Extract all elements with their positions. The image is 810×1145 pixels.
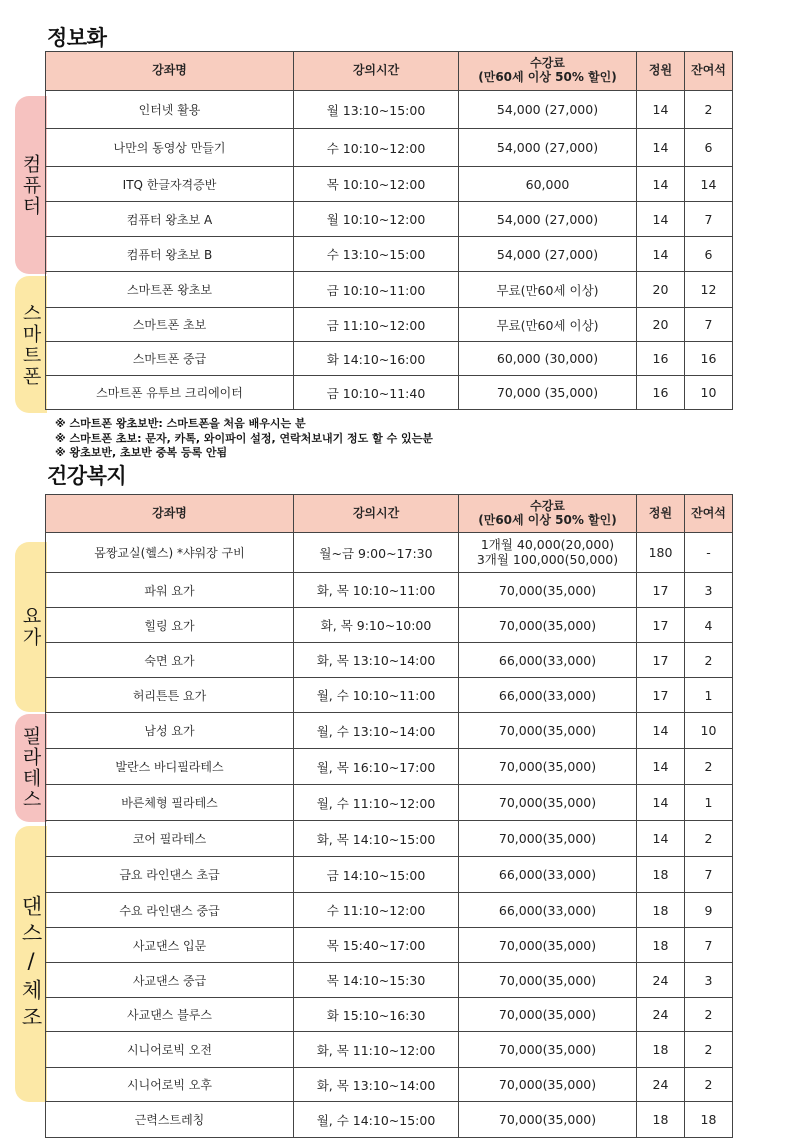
capacity: 14: [637, 785, 685, 821]
table-row: [46, 91, 733, 129]
course-fee: [459, 533, 637, 573]
col-header-fee: [459, 495, 637, 533]
remaining-seats: 10: [685, 376, 733, 410]
table-row: [46, 308, 733, 342]
capacity: 14: [637, 129, 685, 167]
capacity: 180: [637, 533, 685, 573]
lecture-time: 금 10:10~11:40: [294, 376, 459, 410]
course-name: 남성 요가: [46, 713, 294, 749]
lecture-time: 화, 목 13:10~14:00: [294, 643, 459, 678]
table-row: [46, 167, 733, 202]
course-name: 스마트폰 초보: [46, 308, 294, 342]
course-fee: 60,000: [459, 167, 637, 202]
course-name: 몸짱교실(헬스) *샤워장 구비: [46, 533, 294, 573]
table-row: [46, 713, 733, 749]
lecture-time: 월 13:10~15:00: [294, 91, 459, 129]
lecture-time: 월, 수 10:10~11:00: [294, 678, 459, 713]
fee-header-line1: 수강료: [530, 498, 565, 513]
fee-line: 1개월 40,000(20,000): [480, 537, 615, 553]
col-header-seats: 잔여석: [685, 495, 733, 533]
capacity: 14: [637, 167, 685, 202]
remaining-seats: 4: [685, 608, 733, 643]
remaining-seats: 18: [685, 1102, 733, 1138]
lecture-time: 화, 목 9:10~10:00: [294, 608, 459, 643]
capacity: 24: [637, 963, 685, 998]
lecture-time: 수 11:10~12:00: [294, 893, 459, 928]
table-row: [46, 1102, 733, 1138]
course-name: 사교댄스 중급: [46, 963, 294, 998]
course-fee: 70,000(35,000): [459, 928, 637, 963]
section-title-info: 정보화: [47, 26, 107, 50]
course-name: 스마트폰 중급: [46, 342, 294, 376]
course-name: 시니어로빅 오후: [46, 1068, 294, 1102]
course-table-health: [45, 494, 733, 1138]
lecture-time: 월, 수 13:10~14:00: [294, 713, 459, 749]
capacity: 16: [637, 342, 685, 376]
lecture-time: 목 15:40~17:00: [294, 928, 459, 963]
lecture-time: 화 15:10~16:30: [294, 998, 459, 1032]
note-line: ※ 스마트폰 왕초보반: 스마트폰을 처음 배우시는 분: [55, 417, 306, 430]
notes-block: [55, 417, 433, 461]
lecture-time: 목 14:10~15:30: [294, 963, 459, 998]
fee-header-line2: (만60세 이상 50% 할인): [478, 70, 617, 84]
capacity: 18: [637, 1032, 685, 1068]
course-name: 숙면 요가: [46, 643, 294, 678]
course-name: 컴퓨터 왕초보 A: [46, 202, 294, 237]
note-line: ※ 왕초보반, 초보반 중복 등록 안됨: [55, 446, 228, 459]
table-header-row: [46, 52, 733, 91]
group-label: 스마트폰: [19, 302, 42, 387]
table-row: [46, 785, 733, 821]
capacity: 20: [637, 308, 685, 342]
lecture-time: 금 10:10~11:00: [294, 272, 459, 308]
remaining-seats: 3: [685, 573, 733, 608]
capacity: 17: [637, 573, 685, 608]
group-tab-pilates: [15, 714, 47, 822]
course-name: 스마트폰 유투브 크리에이터: [46, 376, 294, 410]
table-row: [46, 202, 733, 237]
course-fee: 54,000 (27,000): [459, 91, 637, 129]
table-row: [46, 1068, 733, 1102]
table-row: [46, 272, 733, 308]
remaining-seats: -: [685, 533, 733, 573]
group-tab-dance: [15, 826, 47, 1102]
capacity: 18: [637, 1102, 685, 1138]
group-tab-smartphone: [15, 276, 47, 413]
course-name: 근력스트레칭: [46, 1102, 294, 1138]
group-label: 댄스/체조: [19, 895, 43, 1033]
capacity: 17: [637, 678, 685, 713]
table-row: [46, 643, 733, 678]
course-name: 금요 라인댄스 초급: [46, 857, 294, 893]
course-fee: 54,000 (27,000): [459, 129, 637, 167]
remaining-seats: 2: [685, 749, 733, 785]
course-fee: 70,000(35,000): [459, 573, 637, 608]
lecture-time: 월, 목 16:10~17:00: [294, 749, 459, 785]
lecture-time: 화, 목 14:10~15:00: [294, 821, 459, 857]
capacity: 18: [637, 893, 685, 928]
course-fee: 66,000(33,000): [459, 857, 637, 893]
lecture-time: 월~금 9:00~17:30: [294, 533, 459, 573]
col-header-time: 강의시간: [294, 495, 459, 533]
col-header-time: 강의시간: [294, 52, 459, 91]
course-fee: 70,000(35,000): [459, 608, 637, 643]
course-name: 컴퓨터 왕초보 B: [46, 237, 294, 272]
remaining-seats: 2: [685, 643, 733, 678]
course-fee: 70,000(35,000): [459, 1068, 637, 1102]
fee-header-line2: (만60세 이상 50% 할인): [478, 512, 617, 527]
capacity: 16: [637, 376, 685, 410]
table-row: [46, 893, 733, 928]
table-row: [46, 1032, 733, 1068]
table-row: [46, 928, 733, 963]
table-row: [46, 998, 733, 1032]
table-row: [46, 678, 733, 713]
lecture-time: 화, 목 10:10~11:00: [294, 573, 459, 608]
course-name: 파워 요가: [46, 573, 294, 608]
course-name: 바른체형 필라테스: [46, 785, 294, 821]
capacity: 24: [637, 998, 685, 1032]
col-header-name: 강좌명: [46, 495, 294, 533]
remaining-seats: 2: [685, 1032, 733, 1068]
capacity: 18: [637, 857, 685, 893]
remaining-seats: 2: [685, 821, 733, 857]
course-name: 스마트폰 왕초보: [46, 272, 294, 308]
table-row: [46, 342, 733, 376]
col-header-capacity: 정원: [637, 495, 685, 533]
course-name: 인터넷 활용: [46, 91, 294, 129]
capacity: 17: [637, 608, 685, 643]
lecture-time: 화, 목 11:10~12:00: [294, 1032, 459, 1068]
capacity: 14: [637, 91, 685, 129]
course-fee: 70,000(35,000): [459, 998, 637, 1032]
capacity: 20: [637, 272, 685, 308]
fee-header-line1: 수강료: [530, 56, 565, 71]
capacity: 14: [637, 237, 685, 272]
group-label: 컴퓨터: [19, 153, 42, 217]
table-row: [46, 376, 733, 410]
course-name: 사교댄스 블루스: [46, 998, 294, 1032]
section-title-health: 건강복지: [47, 464, 127, 488]
course-fee: 66,000(33,000): [459, 678, 637, 713]
course-table-info: [45, 51, 733, 410]
remaining-seats: 7: [685, 928, 733, 963]
capacity: 18: [637, 928, 685, 963]
course-fee: 54,000 (27,000): [459, 237, 637, 272]
remaining-seats: 2: [685, 998, 733, 1032]
course-fee: 70,000(35,000): [459, 749, 637, 785]
group-tab-computer: [15, 96, 47, 274]
course-fee: 70,000(35,000): [459, 1102, 637, 1138]
table-header-row: [46, 495, 733, 533]
capacity: 24: [637, 1068, 685, 1102]
capacity: 14: [637, 202, 685, 237]
course-name: 힐링 요가: [46, 608, 294, 643]
table-row: [46, 749, 733, 785]
lecture-time: 수 10:10~12:00: [294, 129, 459, 167]
table-row: [46, 857, 733, 893]
remaining-seats: 2: [685, 91, 733, 129]
lecture-time: 목 10:10~12:00: [294, 167, 459, 202]
table-row: [46, 533, 733, 573]
course-fee: 70,000(35,000): [459, 963, 637, 998]
course-fee: 70,000 (35,000): [459, 376, 637, 410]
course-fee: 무료(만60세 이상): [459, 308, 637, 342]
capacity: 14: [637, 749, 685, 785]
course-name: 코어 필라테스: [46, 821, 294, 857]
table-row: [46, 608, 733, 643]
note-line: ※ 스마트폰 초보: 문자, 카톡, 와이파이 설정, 연락처보내기 정도 할 수 있는분: [55, 431, 433, 445]
course-fee: 60,000 (30,000): [459, 342, 637, 376]
col-header-name: 강좌명: [46, 52, 294, 91]
lecture-time: 금 11:10~12:00: [294, 308, 459, 342]
remaining-seats: 12: [685, 272, 733, 308]
lecture-time: 화 14:10~16:00: [294, 342, 459, 376]
remaining-seats: 3: [685, 963, 733, 998]
remaining-seats: 7: [685, 857, 733, 893]
remaining-seats: 16: [685, 342, 733, 376]
course-fee: 무료(만60세 이상): [459, 272, 637, 308]
group-label: 요가: [19, 606, 42, 648]
lecture-time: 월, 수 14:10~15:00: [294, 1102, 459, 1138]
course-name: 수요 라인댄스 중급: [46, 893, 294, 928]
col-header-capacity: 정원: [637, 52, 685, 91]
remaining-seats: 2: [685, 1068, 733, 1102]
remaining-seats: 6: [685, 237, 733, 272]
course-fee: 54,000 (27,000): [459, 202, 637, 237]
course-name: 허리튼튼 요가: [46, 678, 294, 713]
col-header-seats: 잔여석: [685, 52, 733, 91]
remaining-seats: 9: [685, 893, 733, 928]
course-name: 발란스 바디필라테스: [46, 749, 294, 785]
remaining-seats: 1: [685, 678, 733, 713]
lecture-time: 월 10:10~12:00: [294, 202, 459, 237]
col-header-fee: [459, 52, 637, 91]
course-name: 나만의 동영상 만들기: [46, 129, 294, 167]
capacity: 17: [637, 643, 685, 678]
remaining-seats: 14: [685, 167, 733, 202]
course-fee: 70,000(35,000): [459, 785, 637, 821]
table-row: [46, 129, 733, 167]
table-row: [46, 573, 733, 608]
course-fee: 70,000(35,000): [459, 1032, 637, 1068]
course-fee: 66,000(33,000): [459, 643, 637, 678]
capacity: 14: [637, 821, 685, 857]
group-tab-yoga: [15, 542, 47, 712]
table-row: [46, 963, 733, 998]
capacity: 14: [637, 713, 685, 749]
remaining-seats: 7: [685, 308, 733, 342]
lecture-time: 수 13:10~15:00: [294, 237, 459, 272]
lecture-time: 월, 수 11:10~12:00: [294, 785, 459, 821]
course-name: ITQ 한글자격증반: [46, 167, 294, 202]
remaining-seats: 10: [685, 713, 733, 749]
table-row: [46, 237, 733, 272]
group-label: 필라테스: [19, 726, 42, 810]
course-fee: 70,000(35,000): [459, 821, 637, 857]
course-name: 시니어로빅 오전: [46, 1032, 294, 1068]
remaining-seats: 7: [685, 202, 733, 237]
remaining-seats: 6: [685, 129, 733, 167]
lecture-time: 화, 목 13:10~14:00: [294, 1068, 459, 1102]
course-fee: 70,000(35,000): [459, 713, 637, 749]
course-name: 사교댄스 입문: [46, 928, 294, 963]
course-fee: 66,000(33,000): [459, 893, 637, 928]
lecture-time: 금 14:10~15:00: [294, 857, 459, 893]
fee-line: 3개월 100,000(50,000): [476, 551, 619, 567]
remaining-seats: 1: [685, 785, 733, 821]
table-row: [46, 821, 733, 857]
